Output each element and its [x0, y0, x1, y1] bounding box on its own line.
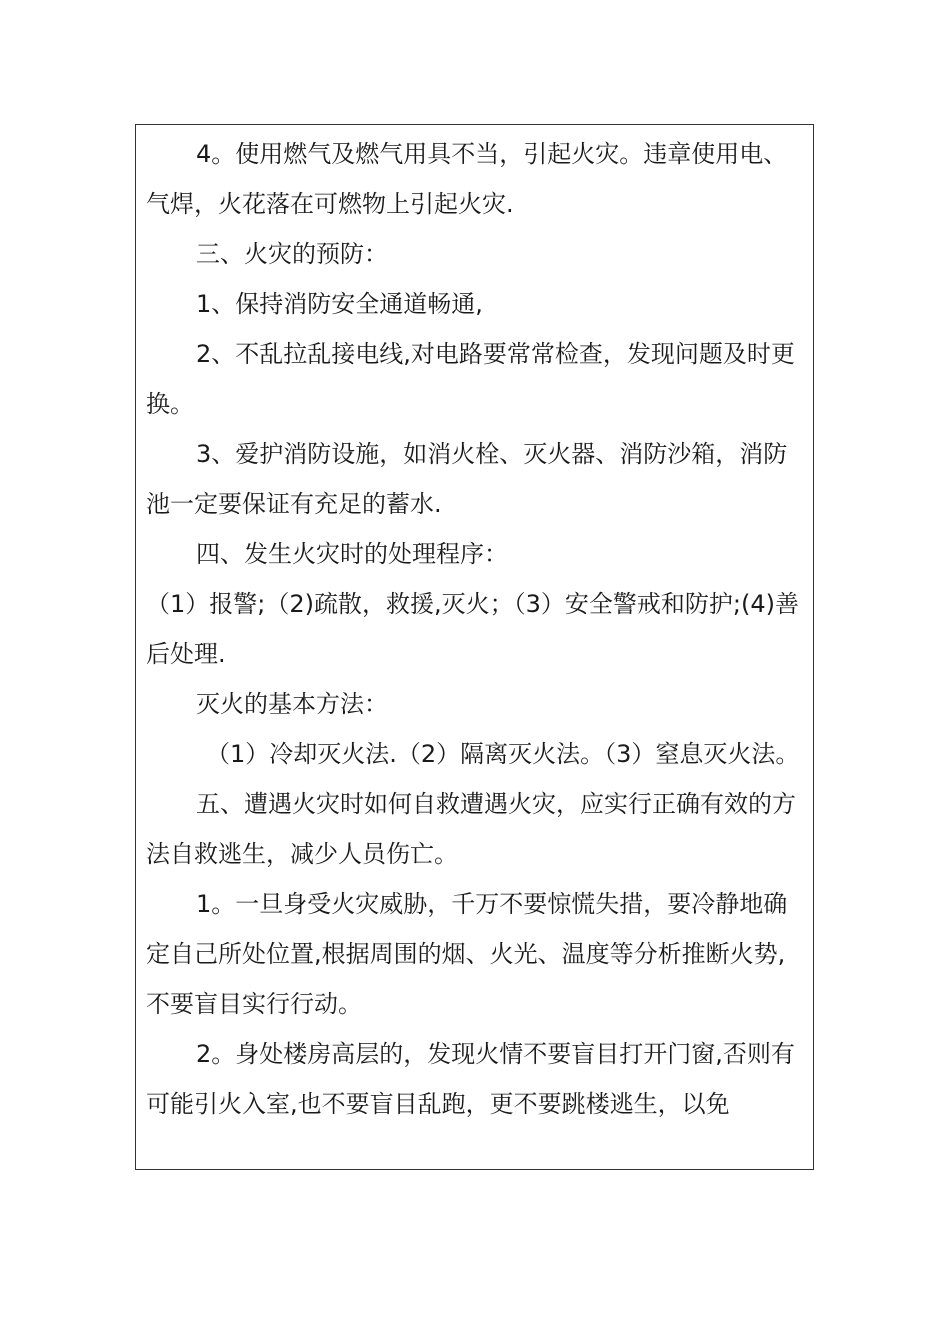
- paragraph-gas-misuse: 4。使用燃气及燃气用具不当，引起火灾。违章使用电、气焊，火花落在可燃物上引起火灾.: [146, 140, 788, 218]
- heading-fire-procedure: 四、发生火灾时的处理程序：: [196, 540, 508, 568]
- paragraph-safety-passage: 1、保持消防安全通道畅通,: [196, 290, 483, 318]
- document-table-cell: [135, 124, 814, 1170]
- paragraph-high-floor: 2。身处楼房高层的，发现火情不要盲目打开门窗,否则有可能引火入室,也不要盲目乱跑，更不要跳楼逃生，以免: [146, 1040, 795, 1118]
- paragraph-extinguish-methods: （1）冷却灭火法.（2）隔离灭火法。（3）窒息灭火法。: [206, 740, 800, 768]
- heading-extinguish-methods: 灭火的基本方法：: [196, 690, 388, 718]
- paragraph-procedure-steps: （1）报警;（2)疏散，救援,灭火；（3）安全警戒和防护;(4)善后处理.: [146, 590, 799, 668]
- paragraph-fire-facilities: 3、爱护消防设施，如消火栓、灭火器、消防沙箱，消防池一定要保证有充足的蓄水.: [146, 440, 788, 518]
- heading-fire-prevention: 三、火灾的预防：: [196, 240, 388, 268]
- paragraph-stay-calm: 1。一旦身受火灾威胁，千万不要惊慌失措，要冷静地确定自己所处位置,根据周围的烟、火光、温度等分析推断火势,不要盲目实行行动。: [146, 890, 788, 1018]
- document-body: [146, 125, 806, 1129]
- heading-self-rescue: 五、遭遇火灾时如何自救遭遇火灾，应实行正确有效的方法自救逃生，减少人员伤亡。: [146, 790, 796, 868]
- paragraph-electrical-wiring: 2、不乱拉乱接电线,对电路要常常检查，发现问题及时更换。: [146, 340, 795, 418]
